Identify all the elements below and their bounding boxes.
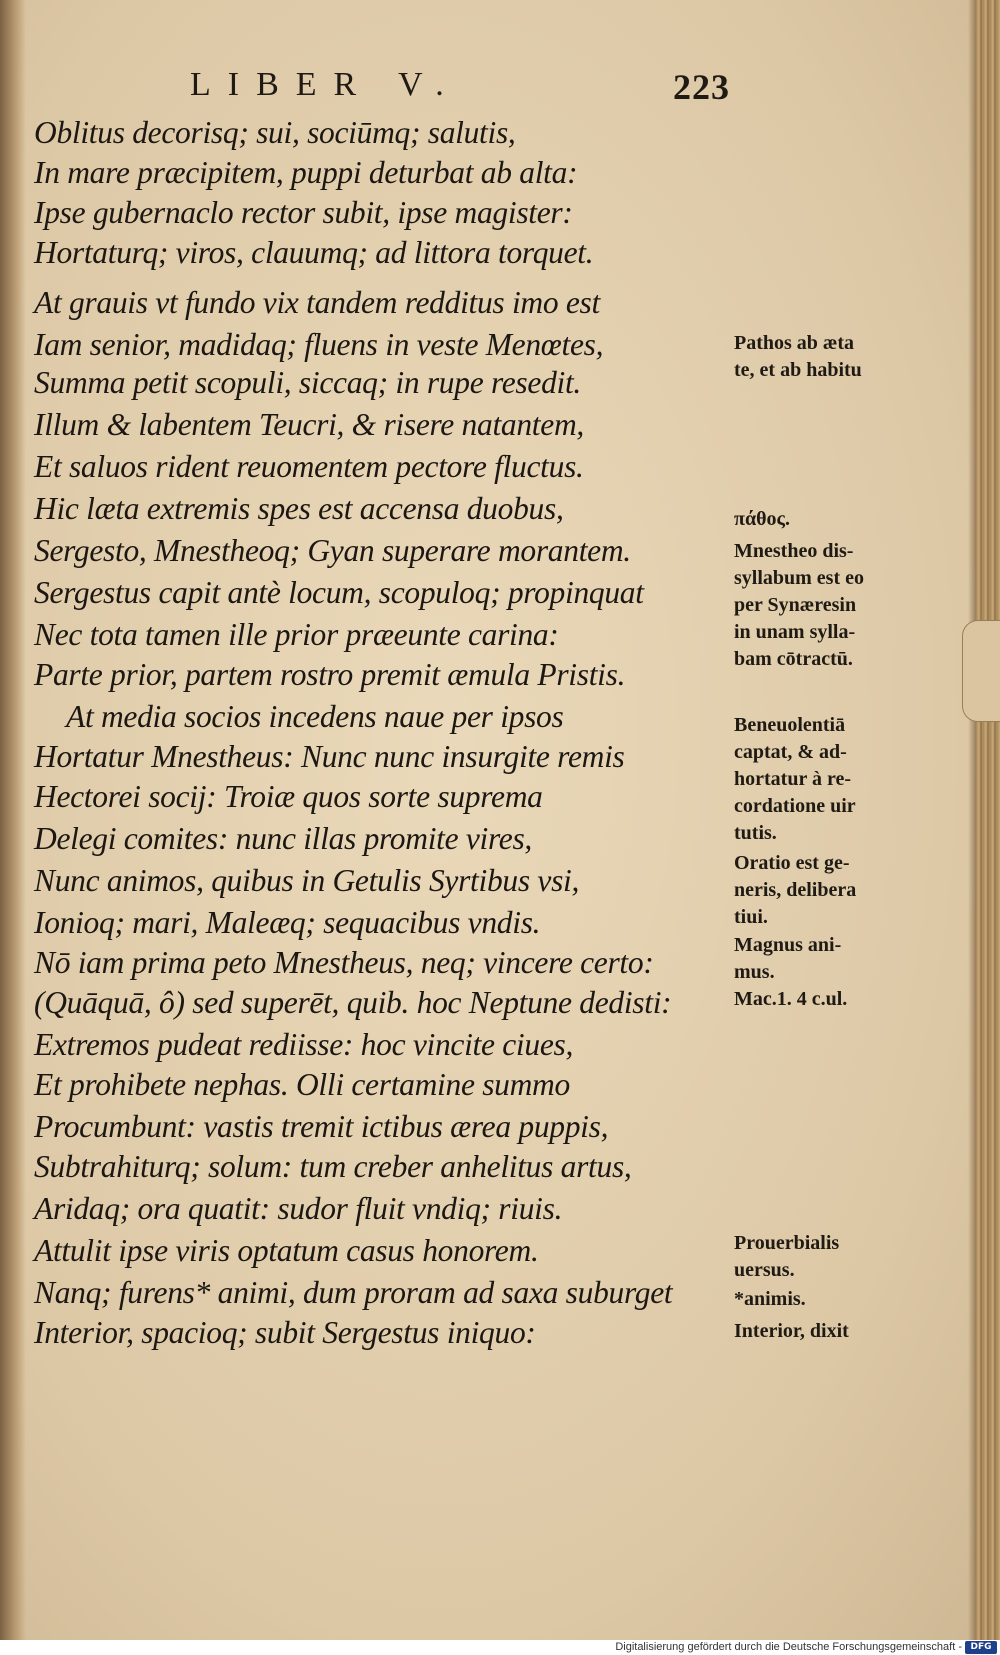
margin-note-line: πάθος.	[734, 508, 790, 530]
margin-note-line: Mnestheo dis-	[734, 540, 854, 562]
verse-line: Nunc animos, quibus in Getulis Syrtibus vsi,	[34, 863, 580, 898]
margin-note-line: *animis.	[734, 1288, 806, 1310]
running-header	[190, 66, 730, 110]
margin-note-line: tiui.	[734, 906, 768, 928]
margin-note-line: bam cōtractū.	[734, 648, 853, 670]
verse-line: Extremos pudeat rediisse: hoc vincite ciues,	[34, 1027, 574, 1062]
verse-line: In mare præcipitem, puppi deturbat ab alta:	[34, 155, 578, 190]
margin-note-line: te, et ab habitu	[734, 359, 862, 381]
margin-note	[734, 1286, 904, 1313]
book-foredge	[976, 0, 1000, 1640]
verse-line: Sergestus capit antè locum, scopuloq; propinquat	[34, 575, 644, 610]
running-title: LIBER V.	[190, 66, 461, 103]
margin-note-line: tutis.	[734, 822, 777, 844]
verse-line: Et prohibete nephas. Olli certamine summo	[34, 1067, 570, 1102]
verse-line: Aridaq; ora quatit: sudor fluit vndiq; riuis.	[34, 1191, 563, 1226]
margin-note	[734, 986, 904, 1013]
margin-note	[734, 330, 904, 384]
margin-note-line: neris, delibera	[734, 879, 857, 901]
margin-note	[734, 712, 904, 847]
margin-note	[734, 932, 904, 986]
margin-note-line: in unam sylla-	[734, 621, 856, 643]
margin-note-line: Oratio est ge-	[734, 852, 850, 874]
margin-note	[734, 1318, 904, 1345]
page-edge-shadow	[968, 0, 976, 1640]
verse-line: (Quāquā, ô) sed superēt, quib. hoc Neptune dedisti:	[34, 985, 672, 1020]
margin-note-line: Prouerbialis	[734, 1232, 840, 1254]
verse-line: Subtrahiturq; solum: tum creber anhelitus artus,	[34, 1149, 632, 1184]
margin-note	[734, 1230, 904, 1284]
margin-note-line: syllabum est eo	[734, 567, 864, 589]
verse-line: Procumbunt: vastis tremit ictibus ærea puppis,	[34, 1109, 609, 1144]
verse-line: Ionioq; mari, Maleæq; sequacibus vndis.	[34, 905, 541, 940]
margin-note-line: Pathos ab æta	[734, 332, 855, 354]
verse-line: Hectorei socij: Troiæ quos sorte suprema	[34, 779, 543, 814]
dfg-logo-icon: DFG	[965, 1641, 997, 1654]
binding-gutter	[0, 0, 26, 1640]
margin-note	[734, 506, 904, 533]
margin-note-line: Interior, dixit	[734, 1320, 849, 1342]
margin-note-line: Beneuolentiā	[734, 714, 846, 736]
verse-line: Nec tota tamen ille prior præeunte carina:	[34, 617, 559, 652]
verse-line: Ipse gubernaclo rector subit, ipse magister:	[34, 195, 573, 230]
verse-line: Nō iam prima peto Mnestheus, neq; vincere certo:	[34, 945, 654, 980]
margin-note-line: uersus.	[734, 1259, 795, 1281]
margin-note-line: captat, & ad-	[734, 741, 847, 763]
margin-note	[734, 538, 904, 673]
verse-line: Nanq; furens* animi, dum proram ad saxa suburget	[34, 1275, 673, 1310]
verse-line: Hortatur Mnestheus: Nunc nunc insurgite remis	[34, 739, 625, 774]
verse-line: Iam senior, madidaq; fluens in veste Menœtes,	[34, 327, 604, 362]
page-tab-marker	[962, 620, 1000, 722]
verse-line: Et saluos rident reuomentem pectore fluctus.	[34, 449, 584, 484]
footer-credit: Digitalisierung gefördert durch die Deutsche Forschungsgemeinschaft -	[615, 1641, 962, 1653]
verse-line: Attulit ipse viris optatum casus honorem.	[34, 1233, 539, 1268]
margin-note-line: hortatur à re-	[734, 768, 852, 790]
verse-line: Summa petit scopuli, siccaq; in rupe resedit.	[34, 365, 581, 400]
verse-line: Parte prior, partem rostro premit æmula Pristis.	[34, 657, 626, 692]
verse-line: Illum & labentem Teucri, & risere natantem,	[34, 407, 584, 442]
margin-note-line: Magnus ani-	[734, 934, 842, 956]
verse-line: Interior, spacioq; subit Sergestus iniquo:	[34, 1315, 536, 1350]
margin-note	[734, 850, 904, 931]
verse-line: Oblitus decorisq; sui, sociūmq; salutis,	[34, 115, 516, 150]
margin-note-line: mus.	[734, 961, 775, 983]
verse-line: At grauis vt fundo vix tandem redditus imo est	[34, 285, 600, 320]
page-number: 223	[673, 67, 730, 107]
verse-line: Hortaturq; viros, clauumq; ad littora torquet.	[34, 235, 594, 270]
verse-line: Sergesto, Mnestheoq; Gyan superare morantem.	[34, 533, 631, 568]
margin-note-line: cordatione uir	[734, 795, 856, 817]
verse-line: Delegi comites: nunc illas promite vires,	[34, 821, 533, 856]
verse-line: Hic læta extremis spes est accensa duobus,	[34, 491, 564, 526]
margin-note-line: per Synæresin	[734, 594, 857, 616]
margin-note-line: Mac.1. 4 c.ul.	[734, 988, 848, 1010]
verse-line: At media socios incedens naue per ipsos	[66, 699, 564, 734]
